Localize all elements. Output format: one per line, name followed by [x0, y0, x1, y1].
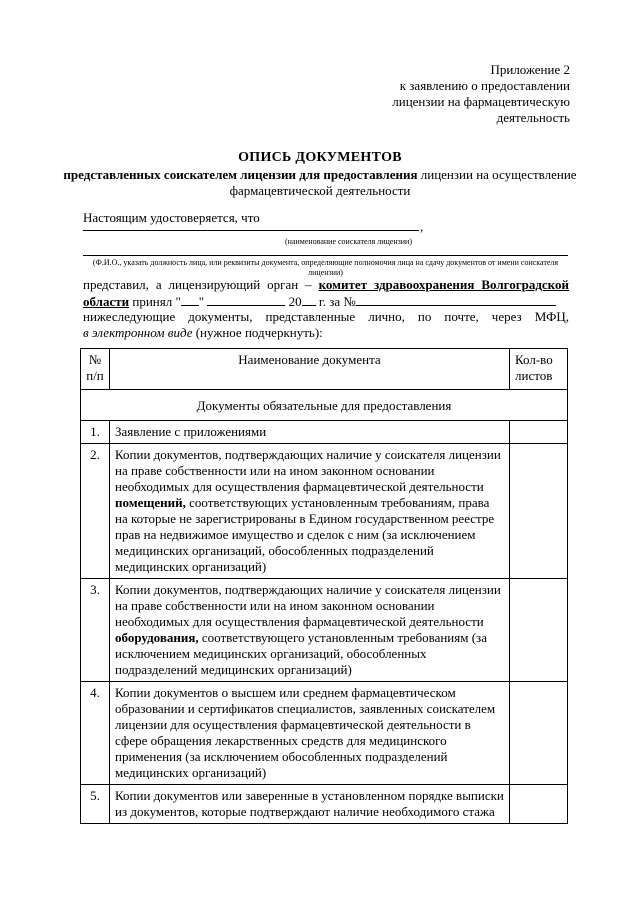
appendix-line: Приложение 2 — [490, 62, 570, 77]
submission-line1 — [83, 277, 569, 293]
documents-table — [80, 348, 568, 824]
electronic-option: в электронном виде — [83, 325, 193, 340]
methods-line1 — [83, 309, 569, 325]
row-sheet-count[interactable] — [510, 579, 568, 682]
header-name: Наименование документа — [110, 349, 510, 390]
day-blank — [181, 293, 199, 306]
document-text: Копии документов или заверенные в установленном порядке выписки из документов, которые подтверждают наличие необходимого стажа — [115, 788, 504, 819]
appendix-line: к заявлению о предоставлении — [399, 78, 570, 93]
row-number: 4. — [81, 682, 110, 785]
document-text: Копии документов о высшем или среднем фармацевтическом образовании и сертификатов специалистов, заявленных соискателем лицензии для осуществления фармацевтической деятельности в сфере обращения лекарственных средств для медицинского применения (за исключением обособленных подразделений медицинских организаций) — [115, 685, 496, 780]
document-text: Копии документов, подтверждающих наличие у соискателя лицензии на праве собственности или на ином законном основании необходимых для осуществления фармацевтической деятельности — [115, 447, 501, 494]
submission-text: представил, а лицензирующий орган – — [83, 277, 319, 292]
appendix-note — [392, 62, 570, 126]
table-row — [81, 444, 568, 579]
submission-text: " — [198, 294, 208, 309]
appendix-line: деятельность — [496, 110, 570, 125]
appendix-line: лицензии на фармацевтическую — [392, 94, 570, 109]
row-sheet-count[interactable] — [510, 785, 568, 824]
document-text: Копии документов, подтверждающих наличие у соискателя лицензии на праве собственности или на ином законном основании необходимых для осуществления фармацевтической деятельности — [115, 582, 501, 629]
applicant-name-line — [83, 230, 419, 231]
document-emphasis: оборудования, — [115, 630, 199, 645]
row-number: 5. — [81, 785, 110, 824]
comma: , — [420, 219, 424, 234]
document-text: Заявление с приложениями — [115, 424, 267, 439]
submission-line2 — [83, 293, 569, 310]
table-row — [81, 785, 568, 824]
number-blank — [356, 293, 556, 306]
row-sheet-count[interactable] — [510, 444, 568, 579]
table-header-row — [81, 349, 568, 390]
row-sheet-count[interactable] — [510, 682, 568, 785]
licensing-body-name: комитет здравоохранения Волгоградской — [318, 277, 569, 292]
row-document-name — [110, 579, 510, 682]
document-text: соответствующих установленным требованиям, права на которые не зарегистрированы в Едином государственном реестре прав на недвижимое имущество и сделок с ним (за исключением медицинских организаций, обособленных подразделений медицинских организаций) — [115, 495, 495, 574]
month-blank — [207, 293, 285, 306]
header-num: № п/п — [81, 349, 110, 390]
table-row — [81, 579, 568, 682]
row-document-name — [110, 421, 510, 444]
applicant-caption: (наименование соискателя лицензии) — [285, 237, 412, 246]
licensing-body-name-cont: области — [83, 294, 130, 309]
methods-line2 — [83, 325, 569, 341]
document-emphasis: помещений, — [115, 495, 186, 510]
submission-text: 20 — [285, 294, 302, 309]
person-caption: (Ф.И.О., указать должность лица, или реквизиты документа, определяющие полномочия лица на сдачу документов от имени соискателя лицензии) — [92, 258, 559, 277]
header-count: Кол-во листов — [510, 349, 568, 390]
year-blank — [302, 293, 316, 306]
row-document-name — [110, 444, 510, 579]
row-number: 2. — [81, 444, 110, 579]
subtitle-rest: лицензии на осуществление фармацевтической деятельности — [229, 167, 577, 198]
table-row — [81, 421, 568, 444]
row-document-name — [110, 682, 510, 785]
submission-text: г. за № — [315, 294, 356, 309]
intro-text: Настоящим удостоверяется, что — [83, 210, 260, 225]
group-title: Документы обязательные для предоставления — [81, 390, 568, 421]
methods-text: нижеследующие документы, представленные лично, по почте, через МФЦ, — [83, 309, 569, 324]
row-document-name — [110, 785, 510, 824]
row-number: 1. — [81, 421, 110, 444]
row-number: 3. — [81, 579, 110, 682]
document-title: ОПИСЬ ДОКУМЕНТОВ — [238, 150, 402, 165]
person-line — [83, 255, 568, 256]
document-subtitle — [60, 167, 580, 199]
methods-note: (нужное подчеркнуть): — [192, 325, 323, 340]
group-row — [81, 390, 568, 421]
submission-text: принял " — [129, 294, 181, 309]
subtitle-bold: представленных соискателем лицензии для предоставления — [63, 167, 418, 182]
row-sheet-count[interactable] — [510, 421, 568, 444]
document-text: соответствующего установленным требованиям (за исключением медицинских организаций, обособленных подразделений медицинских организаций) — [115, 630, 487, 677]
table-row — [81, 682, 568, 785]
